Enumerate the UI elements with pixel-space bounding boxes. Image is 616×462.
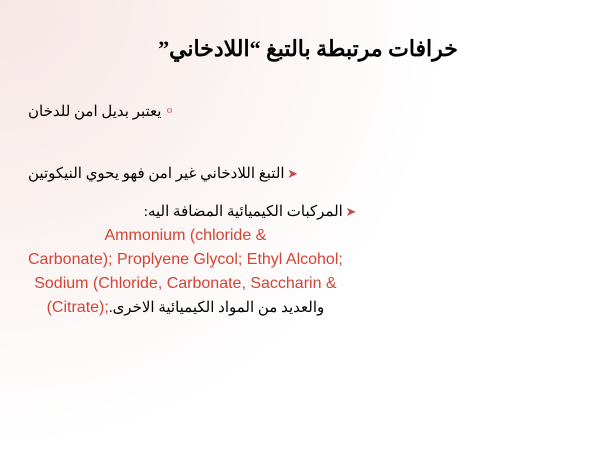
list-item bbox=[28, 162, 588, 186]
chemical-citrate-open-paren: ( bbox=[46, 299, 52, 316]
chemical-line-1: Ammonium (chloride & bbox=[104, 227, 267, 244]
slide-body bbox=[28, 100, 588, 324]
chemicals-intro-label: المركبات الكيميائية المضافة اليه: bbox=[143, 204, 343, 220]
chemical-line-3: Sodium (Chloride, Carbonate, Saccharin & bbox=[34, 275, 337, 292]
bullet-text-2: التبغ اللادخاني غير امن فهو يحوي النيكوتين bbox=[28, 166, 285, 182]
list-item bbox=[28, 200, 588, 320]
chemicals-tail-arabic: والعديد من المواد الكيميائية الاخرى. bbox=[108, 300, 325, 316]
chemical-line-2: Carbonate); Proplyene Glycol; Ethyl Alcohol; bbox=[28, 251, 343, 268]
bullet-text-3 bbox=[28, 200, 343, 320]
hollow-circle-bullet-icon: o bbox=[166, 104, 173, 116]
list-item bbox=[28, 100, 588, 124]
slide-title: خرافات مرتبطة بالتبغ “اللادخاني” bbox=[158, 36, 458, 61]
chemical-citrate: Citrate bbox=[51, 299, 100, 316]
arrow-bullet-icon: ➤ bbox=[287, 166, 299, 181]
chemical-line-4 bbox=[28, 296, 343, 320]
bullet-text-1: يعتبر بديل امن للدخان bbox=[28, 104, 162, 120]
arrow-bullet-icon: ➤ bbox=[345, 204, 357, 219]
chemical-citrate-close-paren: ); bbox=[99, 299, 109, 316]
